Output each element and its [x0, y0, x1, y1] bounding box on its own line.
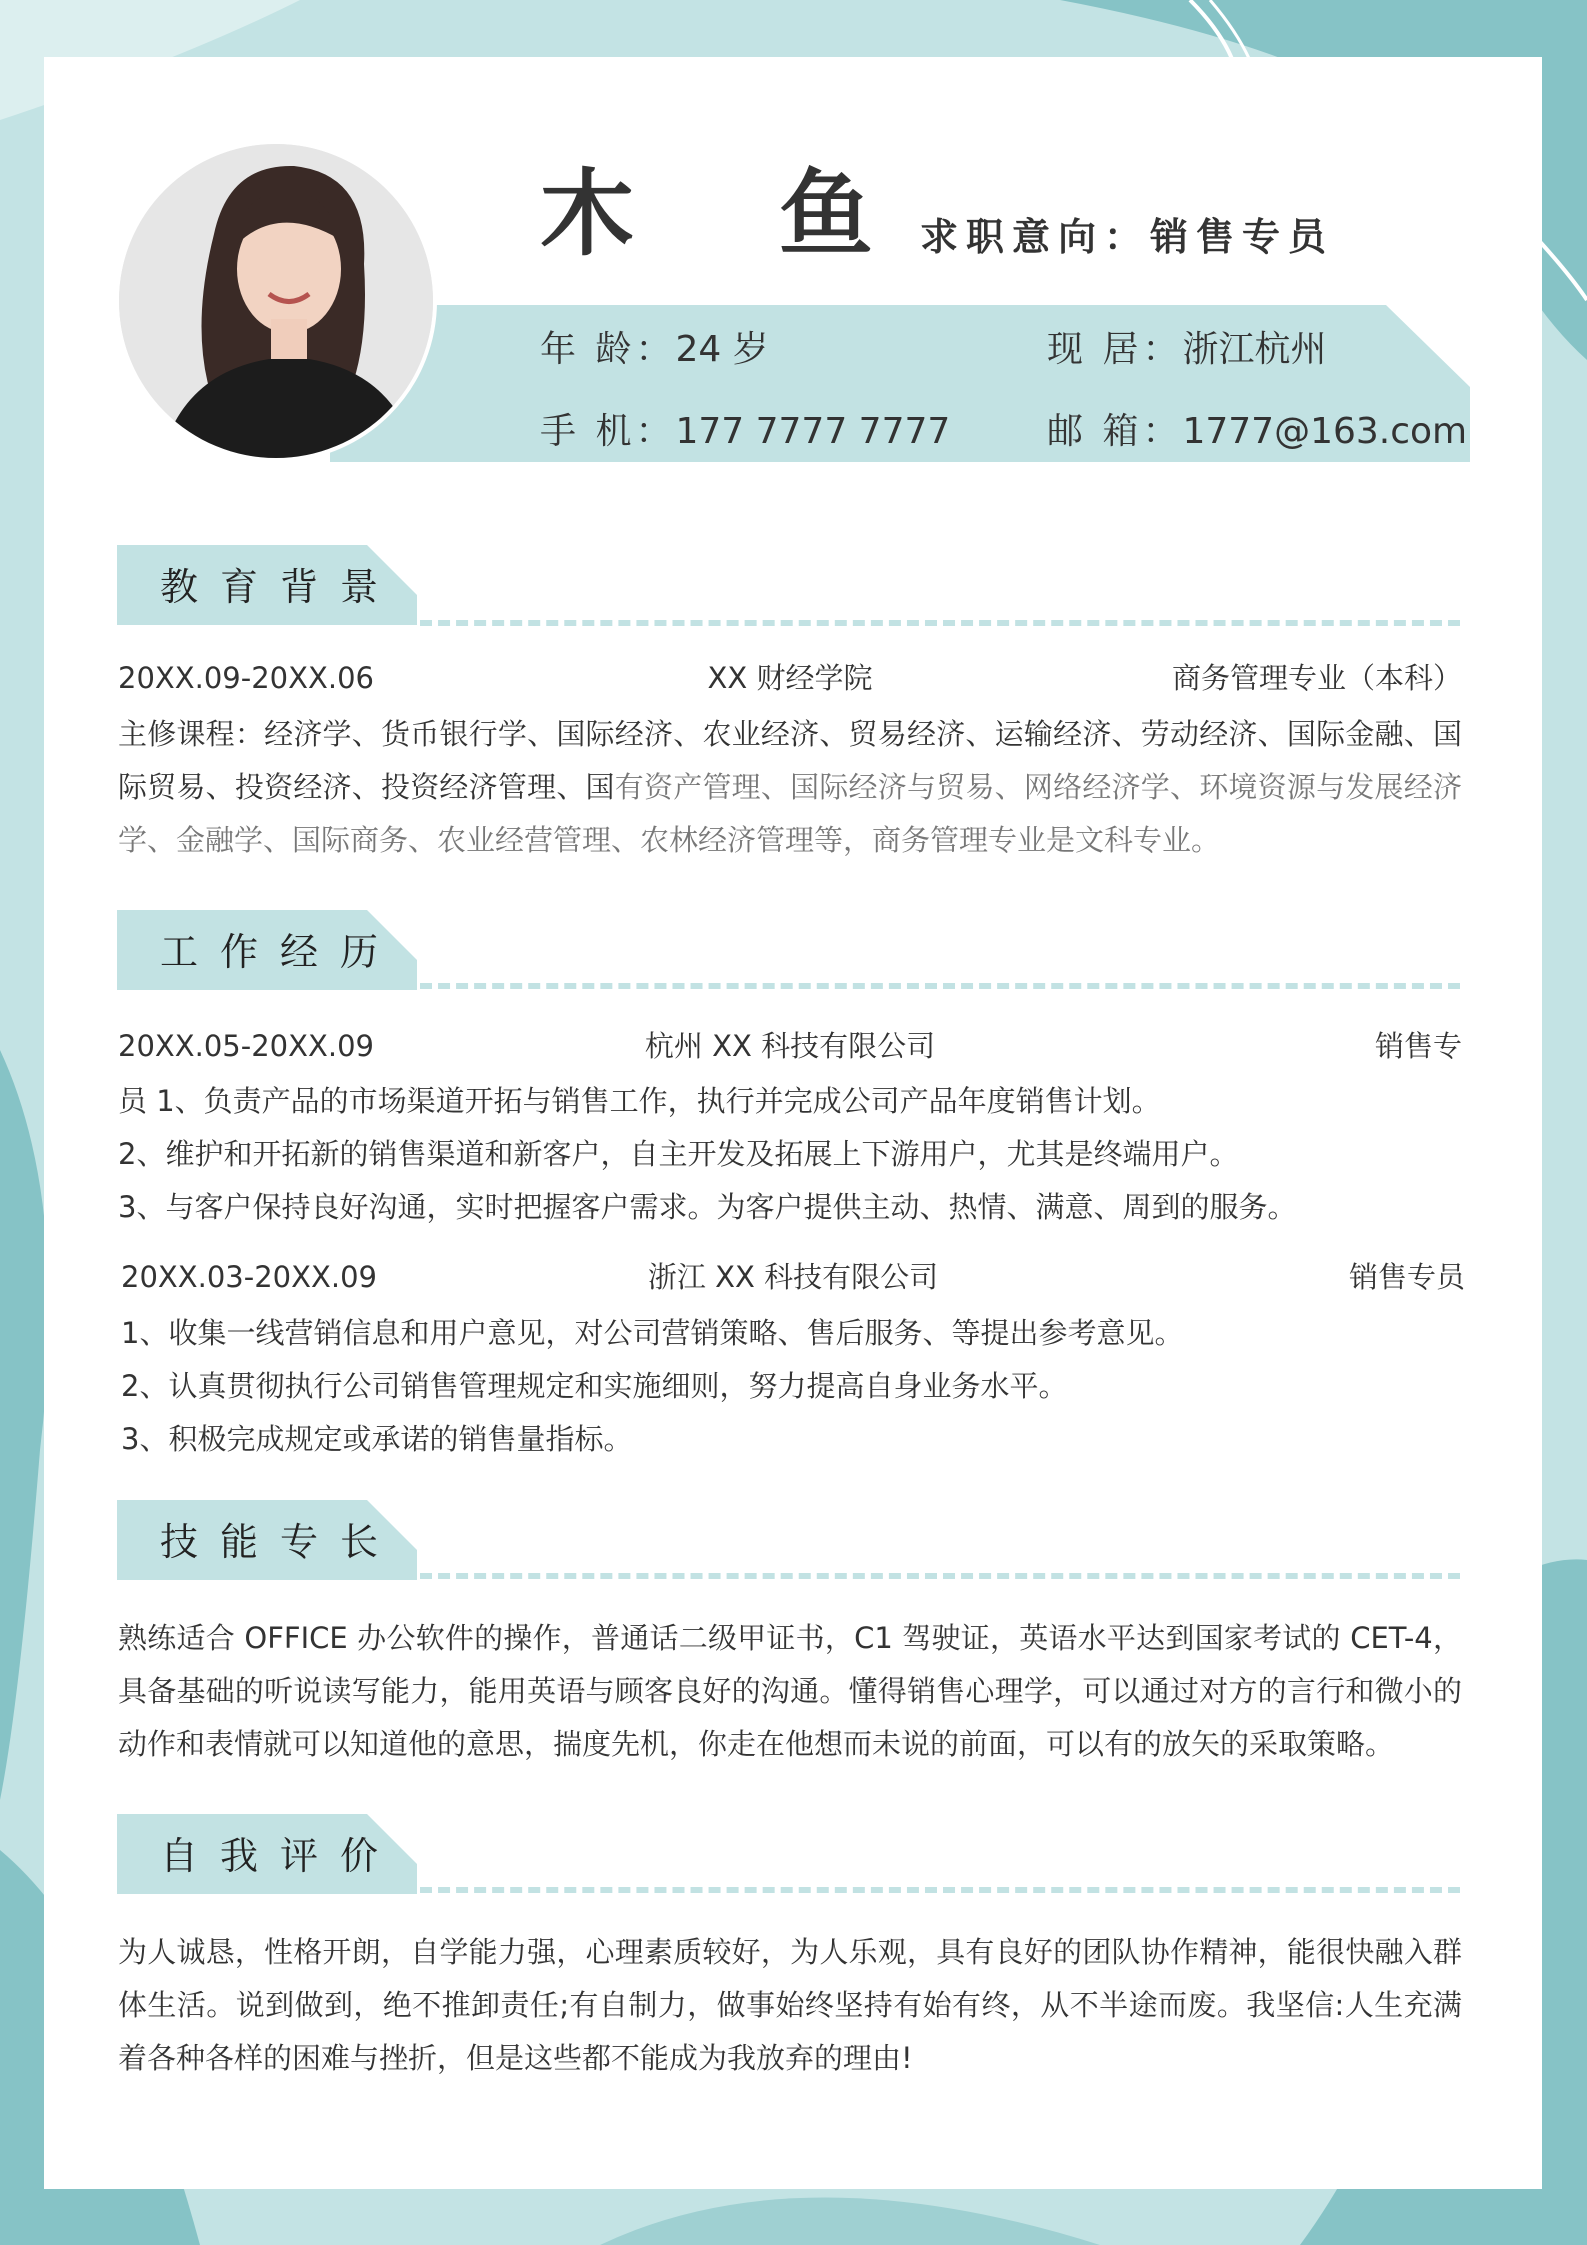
- self-eval-text: 为人诚恳，性格开朗，自学能力强，心理素质较好，为人乐观，具有良好的团队协作精神，能很快融入群体生活。说到做到，绝不推卸责任;有自制力，做事始终坚持有始有终，从不半途而废。我坚信:人生充满着各种各样的困难与挫折，但是这些都不能成为我放弃的理由!: [118, 1935, 1462, 2075]
- phone-value: 177 7777 7777: [675, 411, 951, 452]
- education-row: [118, 661, 1462, 695]
- objective-value: 销售专员: [1150, 215, 1335, 259]
- job-duty: 2、维护和开拓新的销售渠道和新客户，自主开发及拓展上下游用户，尤其是终端用户。: [118, 1137, 1239, 1171]
- objective-label: 求职意向：: [920, 215, 1151, 259]
- email-value: 1777@163.com: [1182, 411, 1468, 452]
- phone-field: [540, 411, 951, 452]
- job-period: 20XX.03-20XX.09: [121, 1260, 377, 1294]
- residence-field: [1047, 329, 1327, 370]
- email-label: 邮 箱：: [1047, 411, 1183, 452]
- job-position: 销售专: [1374, 1029, 1462, 1063]
- job-duty: 3、积极完成规定或承诺的销售量指标。: [121, 1422, 633, 1456]
- candidate-name: 木 鱼: [540, 160, 929, 269]
- residence-value: 浙江杭州: [1182, 329, 1327, 370]
- work-title: 工作经历: [160, 930, 401, 974]
- job-objective: [920, 215, 1335, 259]
- work-divider: [420, 983, 1460, 989]
- job-company: 杭州 XX 科技有限公司: [644, 1029, 936, 1063]
- education-courses: [118, 708, 1462, 867]
- job-period: 20XX.05-20XX.09: [118, 1029, 374, 1063]
- skills-title: 技能专长: [160, 1520, 401, 1564]
- portrait-illustration: [119, 144, 437, 462]
- courses-text-continued: 有资产管理、国际经济与贸易、网络经济学、环境资源与发展经济学、金融学、国际商务、农业经营管理、农林经济管理等，商务管理专业是文科专业。: [118, 770, 1462, 857]
- skills-text: 熟练适合 OFFICE 办公软件的操作，普通话二级甲证书，C1 驾驶证，英语水平达到国家考试的 CET-4，具备基础的听说读写能力，能用英语与顾客良好的沟通。懂得销售心理学，可以通过对方的言行和微小的动作和表情就可以知道他的意思，揣度先机，你走在他想而未说的前面，可以有的放矢的采取策略。: [118, 1621, 1462, 1761]
- email-field: [1047, 411, 1468, 452]
- job-row: [118, 1029, 1462, 1063]
- self-eval-title: 自我评价: [160, 1834, 401, 1878]
- job-duty: 2、认真贯彻执行公司销售管理规定和实施细则，努力提高自身业务水平。: [121, 1369, 1068, 1403]
- profile-photo: [115, 140, 437, 462]
- job-duty: 员 1、负责产品的市场渠道开拓与销售工作，执行并完成公司产品年度销售计划。: [118, 1084, 1161, 1118]
- education-school: XX 财经学院: [707, 661, 873, 695]
- education-divider: [420, 620, 1460, 626]
- education-major: 商务管理专业（本科）: [1171, 661, 1462, 695]
- age-label: 年 龄：: [540, 329, 676, 370]
- job-duty: 1、收集一线营销信息和用户意见，对公司营销策略、售后服务、等提出参考意见。: [121, 1316, 1184, 1350]
- residence-label: 现 居：: [1047, 329, 1183, 370]
- courses-text: 主修课程：经济学、货币银行学、国际经济、农业经济、贸易经济、运输经济、劳动经济、国际金融、国际贸易、投资经济、投资经济管理、国: [118, 717, 1462, 804]
- education-title: 教育背景: [160, 565, 401, 609]
- age-field: [540, 329, 769, 370]
- age-value: 24 岁: [675, 329, 769, 370]
- self-eval-divider: [420, 1887, 1460, 1893]
- job-position: 销售专员: [1348, 1260, 1465, 1294]
- phone-label: 手 机：: [540, 411, 676, 452]
- job-row: [121, 1260, 1465, 1294]
- job-company: 浙江 XX 科技有限公司: [647, 1260, 939, 1294]
- education-period: 20XX.09-20XX.06: [118, 661, 374, 695]
- skills-divider: [420, 1573, 1460, 1579]
- job-duty: 3、与客户保持良好沟通，实时把握客户需求。为客户提供主动、热情、满意、周到的服务。: [118, 1190, 1297, 1224]
